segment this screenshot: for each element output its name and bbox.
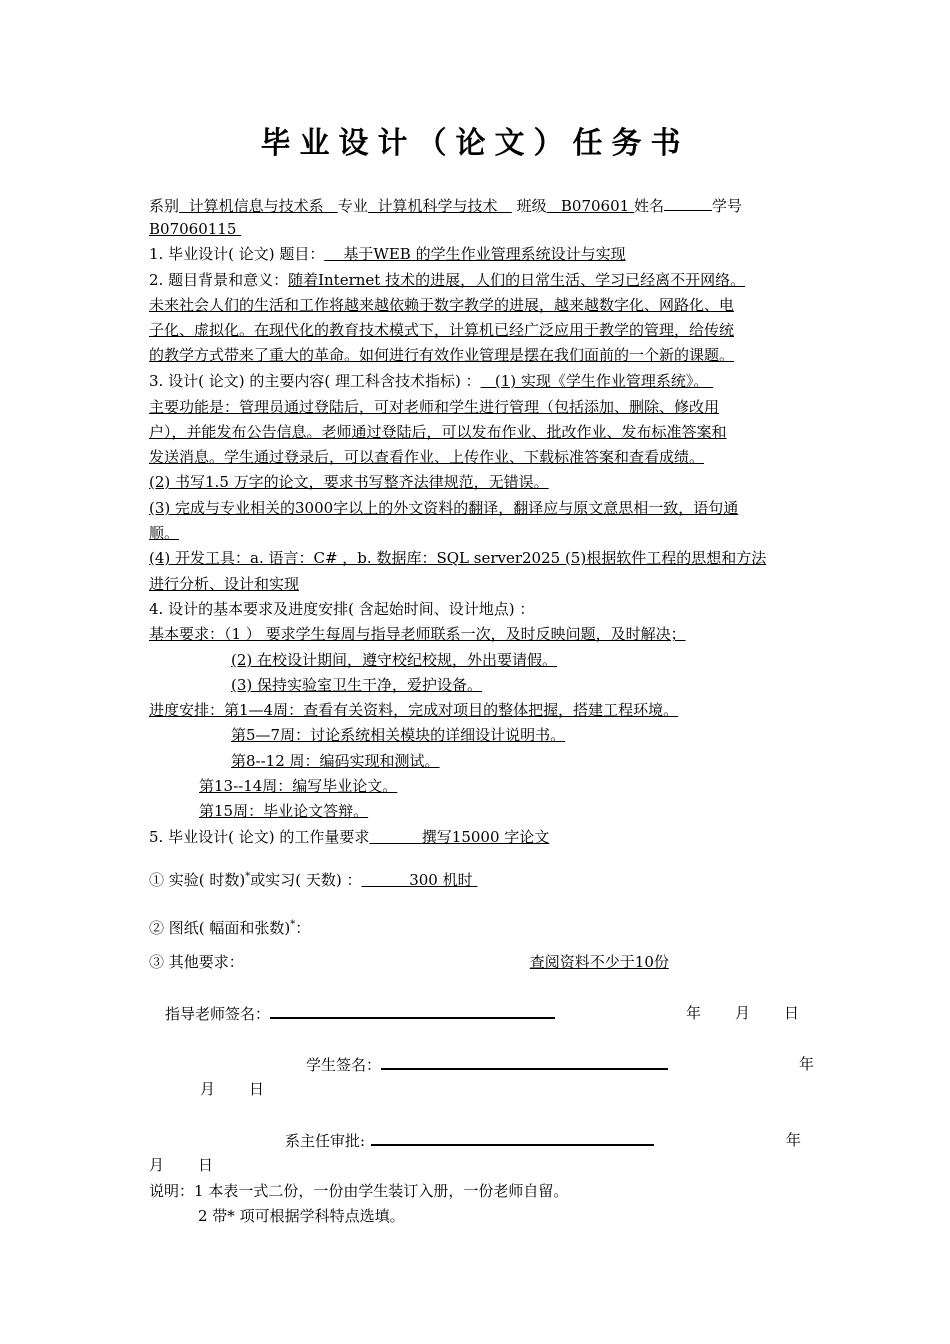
s5-item1-value: 300 机时 <box>409 871 473 889</box>
s5-item-2 <box>149 915 310 938</box>
s4-schedule-2: 第5—7周：讨论系统相关模块的详细设计说明书。 <box>231 726 566 744</box>
s3-line-6: (3) 完成与专业相关的3000字以上的外文资料的翻译，翻译应与原文意思相一致，语句通 <box>149 499 739 517</box>
teacher-sign-label: 指导老师签名： <box>165 1005 271 1023</box>
dean-sign-line <box>371 1130 654 1146</box>
teacher-date-day: 日 <box>784 1004 800 1022</box>
section-1 <box>149 244 626 264</box>
s4-schedule-4: 第13--14周：编写毕业论文。 <box>199 777 398 795</box>
dean-date-md <box>149 1155 213 1175</box>
s3-line-9: 进行分析、设计和实现 <box>149 575 300 593</box>
s4-label: 4. 设计的基本要求及进度安排( 含起始时间、设计地点) ： <box>149 600 535 618</box>
s5-item3-label: ③ 其他要求： <box>149 953 244 971</box>
header-row <box>149 194 742 216</box>
dean-sign-label: 系主任审批: <box>285 1132 366 1150</box>
s5-item1-star: * <box>245 871 251 882</box>
student-signature-row <box>306 1054 668 1075</box>
student-date-md <box>200 1079 264 1099</box>
s2-line-2: 未来社会人们的生活和工作将越来越依赖于数字教学的进展，越来越数字化、网路化、电 <box>149 296 735 314</box>
page-title: 毕业设计（论文）任务书 <box>260 126 690 161</box>
s3-line-1: (1) 实现《学生作业管理系统》。 <box>494 372 709 390</box>
note-1-text: 1 本表一式二份，一份由学生装订入册，一份老师自留。 <box>194 1182 569 1200</box>
s5-item3-value: 查阅资料不少于10份 <box>529 953 669 971</box>
teacher-date <box>686 1003 799 1023</box>
s2-label: 2. 题目背景和意义： <box>149 271 289 289</box>
s3-line-4: 发送消息。学生通过登录后，可以查看作业、上传作业、下载标准答案和查看成绩。 <box>149 448 705 466</box>
s3-line-3: 户），并能发布公告信息。老师通过登陆后，可以发布作业、批改作业、发布标准答案和 <box>149 423 727 441</box>
s5-item1-label: ① 实验( 时数) <box>149 871 246 889</box>
dean-approval-row <box>285 1130 654 1151</box>
class-value: B070601 <box>560 197 630 215</box>
s4-schedule-1: 进度安排：第1—4周：查看有关资料，完成对项目的整体把握，搭建工程环境。 <box>149 701 679 719</box>
s4-basic-3: (3) 保持实验室卫生干净，爱护设备。 <box>231 676 483 694</box>
dept-label: 系别 <box>149 197 180 215</box>
s5-item1-mid: 或实习( 天数) ： <box>250 871 362 889</box>
s3-line-8: (4) 开发工具：a. 语言：C# ，b. 数据库：SQL server2025 (5)根据软件工程的思想和方法 <box>149 549 767 567</box>
s5-item2-label: ② 图纸( 幅面和张数) <box>149 919 291 937</box>
notes-label: 说明： <box>149 1182 195 1200</box>
dean-date-year: 年 <box>786 1131 802 1149</box>
s2-line-4: 的教学方式带来了重大的革命。如何进行有效作业管理是摆在我们面前的一个新的课题。 <box>149 346 735 364</box>
name-blank <box>664 194 712 211</box>
s5-item-3 <box>149 952 669 972</box>
s4-schedule-3: 第8--12 周：编码实现和测试。 <box>231 752 440 770</box>
major-value: 计算机科学与技术 <box>377 197 498 215</box>
student-date-year: 年 <box>799 1055 815 1073</box>
s5-item-1 <box>149 867 477 890</box>
section-3 <box>149 371 713 391</box>
s5-value: 撰写15000 字论文 <box>421 828 550 846</box>
note-1 <box>149 1181 568 1201</box>
dept-value: 计算机信息与技术系 <box>188 197 324 215</box>
teacher-date-month: 月 <box>735 1004 751 1022</box>
teacher-date-year: 年 <box>686 1004 702 1022</box>
name-label: 姓名 <box>633 197 664 215</box>
s3-line-5: (2) 书写1.5 万字的论文，要求书写整齐法律规范，无错误。 <box>149 473 549 491</box>
s2-line-1: 随着Internet 技术的进展，人们的日常生活、学习已经离不开网络。 <box>288 271 746 289</box>
teacher-sign-line <box>270 1003 555 1019</box>
section-5 <box>149 827 549 847</box>
s4-basic-1: 基本要求：（1 ） 要求学生每周与指导老师联系一次，及时反映问题，及时解决； <box>149 625 686 643</box>
s4-basic-2: (2) 在校设计期间，遵守校纪校规，外出要请假。 <box>231 651 558 669</box>
dean-date-day: 日 <box>198 1156 214 1174</box>
s4-schedule-5: 第15周：毕业论文答辩。 <box>199 802 369 820</box>
s2-line-3: 子化、虚拟化。在现代化的教育技术模式下，计算机已经广泛应用于教学的管理，给传统 <box>149 321 735 339</box>
class-label: 班级 <box>516 197 547 215</box>
s1-value: 基于WEB 的学生作业管理系统设计与实现 <box>343 245 626 263</box>
id-value: B07060115 <box>149 220 237 238</box>
s3-line-7: 顺。 <box>149 524 180 542</box>
student-date-month: 月 <box>200 1080 216 1098</box>
s3-label: 3. 设计( 论文) 的主要内容( 理工科含技术指标) ： <box>149 372 481 390</box>
s3-line-2: 主要功能是：管理员通过登陆后，可对老师和学生进行管理（包括添加、删除、修改用 <box>149 398 720 416</box>
s1-label: 1. 毕业设计( 论文) 题目： <box>149 245 325 263</box>
s5-item2-star: * <box>290 919 296 930</box>
major-label: 专业 <box>337 197 368 215</box>
s5-label: 5. 毕业设计( 论文) 的工作量要求 <box>149 828 370 846</box>
section-2 <box>149 270 745 290</box>
student-date-day: 日 <box>249 1080 265 1098</box>
student-sign-line <box>381 1054 668 1070</box>
teacher-signature-row <box>165 1003 555 1024</box>
note-2: 2 带* 项可根据学科特点选填。 <box>198 1207 405 1225</box>
s5-item2-tail: ： <box>295 919 311 937</box>
dean-date-month: 月 <box>149 1156 165 1174</box>
id-label: 学号 <box>711 197 742 215</box>
student-sign-label: 学生签名： <box>306 1056 382 1074</box>
